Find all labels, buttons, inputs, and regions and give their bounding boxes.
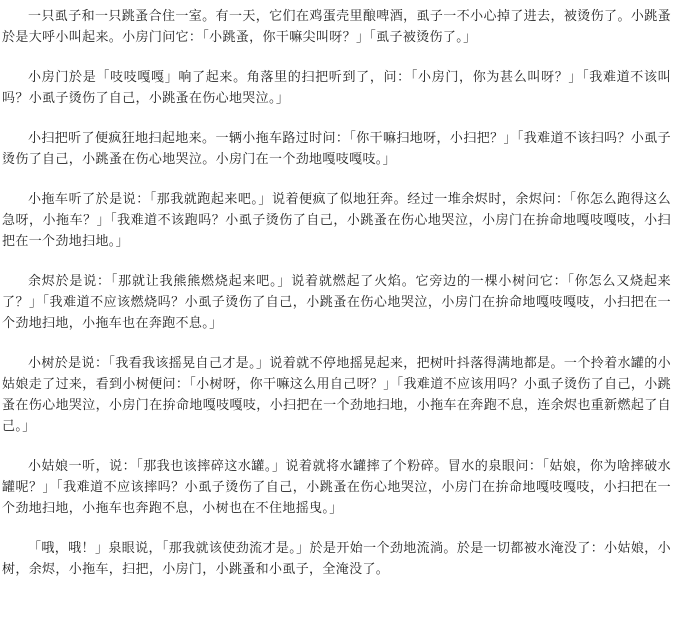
paragraph: 小树於是说：「我看我该摇晃自己才是。」说着就不停地摇晃起来，把树叶抖落得满地都是。一个拎着水罐的小姑娘走了过来，看到小树便问：「小树呀，你干嘛这么用自己呀？」「我难道不应该用吗？小虱子烫伤了自己，小跳蚤在伤心地哭泣，小房门在拚命地嘎吱嘎吱，小扫把在一个劲地扫地，小拖车在奔跑不息，连余烬也重新燃起了自己。」 <box>2 356 671 434</box>
paragraph: 余烬於是说：「那就让我熊熊燃烧起来吧。」说着就燃起了火焰。它旁边的一棵小树问它：「你怎么又烧起来了？」「我难道不应该燃烧吗？小虱子烫伤了自己，小跳蚤在伤心地哭泣，小房门在拚命地嘎吱嘎吱，小扫把在一个劲地扫地，小拖车也在奔跑不息。」 <box>2 274 671 331</box>
paragraph: 小拖车听了於是说：「那我就跑起来吧。」说着便疯了似地狂奔。经过一堆余烬时，余烬问：「你怎么跑得这么急呀，小拖车？」「我难道不该跑吗？小虱子烫伤了自己，小跳蚤在伤心地哭泣，小房门在拚命地嘎吱嘎吱，小扫把在一个劲地扫地。」 <box>2 192 671 249</box>
paragraph: 小房门於是「吱吱嘎嘎」响了起来。角落里的扫把听到了，问：「小房门，你为甚么叫呀？」「我难道不该叫吗？小虱子烫伤了自己，小跳蚤在伤心地哭泣。」 <box>2 70 671 106</box>
paragraph: 小姑娘一听，说：「那我也该摔碎这水罐。」说着就将水罐摔了个粉碎。冒水的泉眼问：「姑娘，你为啥摔破水罐呢？」「我难道不应该摔吗？小虱子烫伤了自己，小跳蚤在伤心地哭泣，小房门在拚命地嘎吱嘎吱，小扫把在一个劲地扫地，小拖车也奔跑不息，小树也在不住地摇曳。」 <box>2 459 671 516</box>
paragraph: 小扫把听了便疯狂地扫起地来。一辆小拖车路过时问：「你干嘛扫地呀，小扫把？」「我难道不该扫吗？小虱子烫伤了自己，小跳蚤在伤心地哭泣。小房门在一个劲地嘎吱嘎吱。」 <box>2 131 671 167</box>
paragraph: 一只虱子和一只跳蚤合住一室。有一天，它们在鸡蛋壳里酿啤酒，虱子一不小心掉了进去，被烫伤了。小跳蚤於是大呼小叫起来。小房门问它：「小跳蚤，你干嘛尖叫呀？」「虱子被烫伤了。」 <box>2 9 671 45</box>
paragraph: 「哦，哦！」泉眼说，「那我就该使劲流才是。」於是开始一个劲地流淌。於是一切都被水淹没了：小姑娘，小树，余烬，小拖车，扫把，小房门，小跳蚤和小虱子，全淹没了。 <box>2 541 671 577</box>
